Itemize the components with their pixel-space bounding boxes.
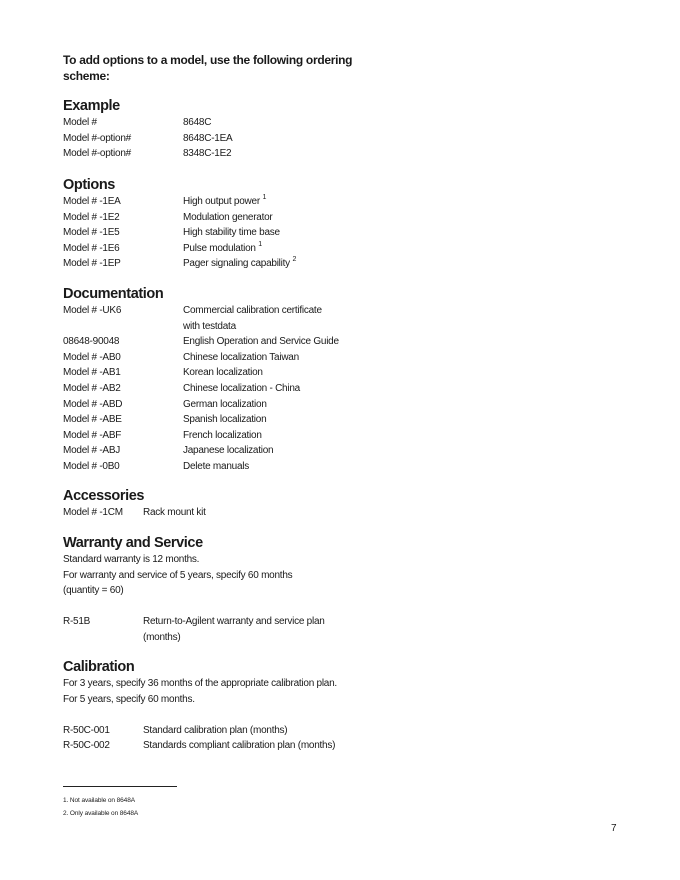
- item-description: [183, 397, 267, 413]
- description-text: Japanese localization: [183, 445, 274, 457]
- description-text: Chinese localization - China: [183, 382, 300, 394]
- description-text: with testdata: [183, 320, 236, 332]
- table-row: [63, 334, 339, 350]
- warranty-line: For warranty and service of 5 years, specify 60 months: [63, 569, 293, 581]
- description-text: 8648C-1EA: [183, 132, 233, 144]
- section-accessories: [63, 487, 206, 521]
- warranty-line: (quantity = 60): [63, 585, 124, 597]
- item-code: 08648-90048: [63, 336, 120, 348]
- table-row: [63, 614, 325, 630]
- item-code: Model # -0B0: [63, 460, 120, 472]
- description-text: French localization: [183, 429, 262, 441]
- item-description: [183, 443, 273, 459]
- section-options: [63, 176, 297, 272]
- calibration-rows: [63, 723, 337, 754]
- section-heading: Options: [63, 177, 115, 193]
- item-code: R-50C-001: [63, 724, 110, 736]
- description-text: Delete manuals: [183, 460, 249, 472]
- footnote-ref: 1: [262, 194, 267, 201]
- item-code: Model # -ABD: [63, 398, 123, 410]
- item-code: Model # -1EA: [63, 196, 121, 207]
- table-row: [63, 428, 262, 444]
- page-number: 7: [611, 823, 617, 834]
- description-text: Rack mount kit: [143, 507, 206, 518]
- item-description: [183, 303, 322, 319]
- section-heading: Calibration: [63, 659, 135, 675]
- item-description: [183, 412, 266, 428]
- table-row: [63, 240, 262, 257]
- table-row: [63, 459, 249, 475]
- description-text: High output power: [183, 196, 260, 207]
- table-row: [63, 256, 297, 272]
- item-code: Model #-option#: [63, 148, 131, 160]
- item-description: [183, 194, 266, 210]
- table-row: [63, 630, 292, 646]
- description-text: Modulation generator: [183, 211, 273, 223]
- footnote-divider: [63, 786, 177, 787]
- section-calibration: [63, 658, 337, 754]
- item-description: [183, 115, 211, 131]
- item-description: [183, 381, 300, 397]
- item-code: R-50C-002: [63, 740, 110, 752]
- description-text: Pulse modulation: [183, 242, 256, 254]
- table-row: [63, 194, 267, 210]
- item-code: Model # -ABE: [63, 414, 122, 426]
- table-row: [63, 350, 299, 366]
- item-description: [143, 614, 325, 630]
- item-code: Model # -UK6: [63, 305, 122, 316]
- item-code: Model # -1EP: [63, 258, 121, 270]
- description-text: Chinese localization Taiwan: [183, 351, 299, 363]
- warranty-rows: [63, 614, 325, 645]
- table-row: [63, 319, 236, 335]
- item-code: Model # -ABF: [63, 429, 122, 441]
- item-code: Model # -AB2: [63, 382, 121, 394]
- table-row: [63, 505, 206, 521]
- item-description: [143, 738, 335, 754]
- item-description: [183, 319, 236, 335]
- item-description: [183, 241, 262, 257]
- description-text: English Operation and Service Guide: [183, 336, 339, 348]
- footnote-ref: 1: [258, 240, 262, 248]
- item-code: Model # -1E5: [63, 227, 120, 239]
- item-description: [183, 131, 232, 147]
- documentation-rows: [63, 303, 339, 475]
- footnote: 2. Only available on 8648A: [63, 810, 139, 817]
- section-warranty: [63, 534, 325, 646]
- table-row: [63, 723, 337, 739]
- item-code: Model # -1E6: [63, 242, 120, 254]
- item-code: Model # -AB1: [63, 367, 121, 379]
- item-description: [143, 505, 206, 521]
- accessories-rows: [63, 505, 206, 521]
- item-code: Model #-option#: [63, 132, 131, 144]
- description-text: High stability time base: [183, 227, 280, 239]
- options-rows: [63, 194, 297, 272]
- description-text: (months): [143, 631, 181, 643]
- intro-text: To add options to a model, use the following ordering scheme:: [63, 53, 353, 83]
- calibration-line: For 5 years, specify 60 months.: [63, 693, 195, 705]
- item-description: [183, 350, 299, 366]
- description-text: Spanish localization: [183, 414, 267, 426]
- footnote-ref: 2: [292, 256, 297, 264]
- item-code: R-51B: [63, 616, 91, 628]
- section-documentation: [63, 285, 339, 475]
- table-row: [63, 738, 337, 754]
- item-description: [183, 225, 280, 241]
- item-code: Model #: [63, 117, 97, 128]
- section-heading: Warranty and Service: [63, 535, 203, 551]
- description-text: Standard calibration plan (months): [143, 724, 288, 736]
- section-heading: Example: [63, 98, 120, 114]
- table-row: [63, 397, 267, 413]
- table-row: [63, 412, 267, 428]
- description-text: Korean localization: [183, 367, 263, 379]
- item-description: [143, 723, 287, 739]
- item-description: [183, 428, 262, 444]
- calibration-line: For 3 years, specify 36 months of the appropriate calibration plan.: [63, 678, 337, 689]
- item-code: Model # -ABJ: [63, 445, 121, 457]
- description-text: Return-to-Agilent warranty and service plan: [143, 616, 325, 628]
- footnote: 1. Not available on 8648A: [63, 797, 135, 804]
- example-rows: [63, 115, 233, 162]
- item-description: [183, 334, 339, 350]
- item-description: [183, 459, 249, 475]
- item-code: Model # -1E2: [63, 211, 120, 223]
- table-row: [63, 131, 233, 147]
- table-row: [63, 146, 232, 162]
- warranty-line: Standard warranty is 12 months.: [63, 554, 200, 565]
- item-description: [143, 630, 180, 646]
- table-row: [63, 365, 263, 381]
- table-row: [63, 381, 300, 397]
- section-example: [63, 97, 233, 162]
- description-text: 8648C: [183, 117, 212, 128]
- item-description: [183, 146, 231, 162]
- table-row: [63, 303, 322, 319]
- table-row: [63, 115, 212, 131]
- item-description: [183, 365, 263, 381]
- description-text: Commercial calibration certificate: [183, 305, 322, 316]
- table-row: [63, 225, 280, 241]
- description-text: Standards compliant calibration plan (months): [143, 740, 336, 752]
- item-description: [183, 256, 296, 272]
- description-text: German localization: [183, 398, 267, 410]
- item-description: [183, 210, 273, 226]
- description-text: Pager signaling capability: [183, 258, 290, 270]
- table-row: [63, 210, 273, 226]
- section-heading: Documentation: [63, 286, 164, 302]
- table-row: [63, 443, 274, 459]
- section-heading: Accessories: [63, 488, 145, 504]
- item-code: Model # -1CM: [63, 507, 123, 518]
- description-text: 8348C-1E2: [183, 148, 232, 160]
- item-code: Model # -AB0: [63, 351, 121, 363]
